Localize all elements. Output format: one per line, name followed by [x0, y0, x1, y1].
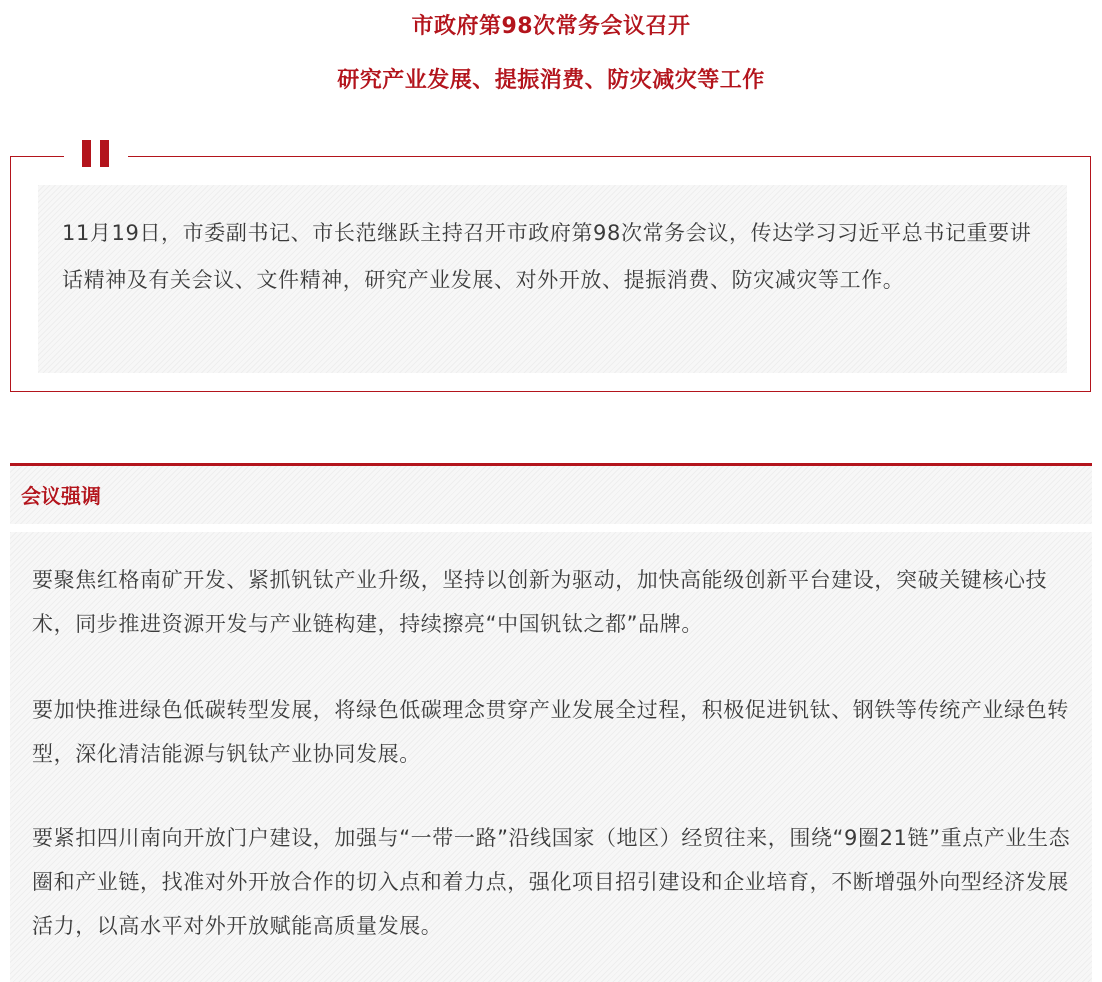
quote-mark-icon	[64, 140, 128, 172]
summary-box	[10, 156, 1091, 392]
headline-line-1: 市政府第98次常务会议召开	[411, 14, 691, 39]
paragraph-3: 要紧扣四川南向开放门户建设，加强与“一带一路”沿线国家（地区）经贸往来，围绕“9圈21链”重点产业生态圈和产业链，找准对外开放合作的切入点和着力点，强化项目招引建设和企业培育，不断增强外向型经济发展活力，以高水平对外开放赋能高质量发展。	[32, 826, 1071, 938]
quote-mark-bar-right	[100, 140, 109, 167]
quote-mark-bar-left	[82, 140, 91, 167]
summary-text: 11月19日，市委副书记、市长范继跃主持召开市政府第98次常务会议，传达学习习近平总书记重要讲话精神及有关会议、文件精神，研究产业发展、对外开放、提振消费、防灾减灾等工作。	[62, 221, 1032, 292]
section-title: 会议强调	[21, 484, 101, 508]
paragraph-1: 要聚焦红格南矿开发、紧抓钒钛产业升级，坚持以创新为驱动，加快高能级创新平台建设，突破关键核心技术，同步推进资源开发与产业链构建，持续擦亮“中国钒钛之都”品牌。	[32, 568, 1048, 636]
paragraph-2: 要加快推进绿色低碳转型发展，将绿色低碳理念贯穿产业发展全过程，积极促进钒钛、钢铁等传统产业绿色转型，深化清洁能源与钒钛产业协同发展。	[32, 698, 1069, 766]
summary-panel	[38, 185, 1067, 373]
headline-line-2: 研究产业发展、提振消费、防灾减灾等工作	[337, 68, 765, 93]
section-body	[10, 532, 1092, 982]
section-header	[10, 466, 1092, 524]
